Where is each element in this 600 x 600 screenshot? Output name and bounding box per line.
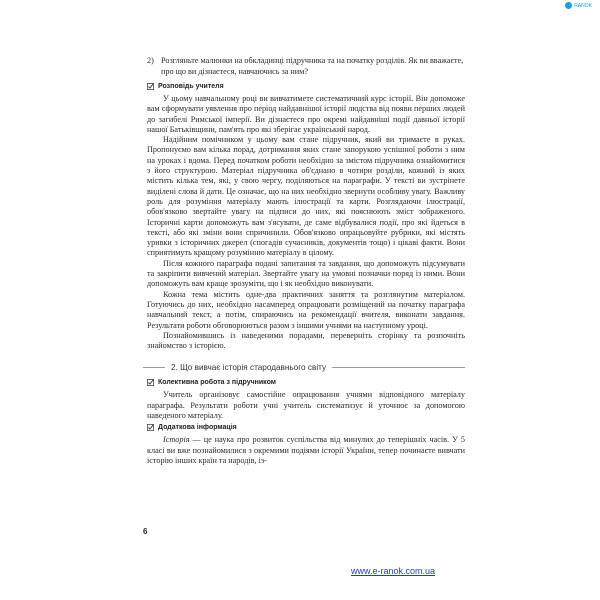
section-heading-collective-work <box>147 379 465 386</box>
divider-line <box>143 367 165 368</box>
checkbox-icon <box>147 83 154 90</box>
paragraph: Познайомившись із наведеними порадами, переверніть сторінку та розпочніть знайомство з історією. <box>147 330 465 351</box>
lesson-divider <box>143 361 465 373</box>
paragraph: Після кожного параграфа подані запитання та завдання, що допоможуть підсумувати та закріпити вивчений матеріал. Звертайте увагу на умовні позначки поряд із ними. Вони допоможуть вам краще зрозуміти, що і як необхідно виконувати. <box>147 258 465 289</box>
lesson-title: 2. Що вивчає історія стародавнього світу <box>171 362 327 372</box>
paragraph <box>147 435 465 466</box>
paragraph: Кожна тема містить одне-два практичних заняття та розглянутим матеріалом. Готуючись до них, необхідно насамперед опрацювати розміщений на початку параграфа навчальний текст, а потім, спираючись на рекомендації вчителя, виконати завдання. Результати роботи обговорюються разом з іншими учнями на наступному уроці. <box>147 289 465 330</box>
section-heading-additional-info <box>147 424 465 431</box>
question-text: Розгляньте малюнки на обкладинці підручника та на початку розділів. Як ви вважаєте, про що ви дізнаєтеся, навчаючись за ним? <box>161 56 464 76</box>
paragraph: У цьому навчальному році ви вивчатимете систематичний курс історії. Він допоможе вам сформувати уявлення про період найдавнішої історії людства від появи перших людей до загибелі Римської імперії. Ви дізнаєтеся про окремі найдавніші події давньої історії нашої Батьківщини, пам'ять про які зберігає український народ. <box>147 94 465 134</box>
paragraph: Надійним помічником у цьому вам стане підручник, який ви тримаєте в руках. Пропонуємо вам кілька порад, дотримання яких стане запорукою успішної роботи з ним на уроках і вдома. Перед початком роботи необхідно за змістом підручника ознайомитися з його структурою. Матеріал підручника об'єднано в чотири розділи, кожний із яких містить кілька тем, які, у свою чергу, поділяються на параграфи. У тексті ви зустрінете виділені слова й дати. Це означає, що на них необхідно звернути особливу увагу. Важливу роль для розуміння матеріалу мають ілюстрації та карти. Розглядаючи ілюстрації, обов'язково звертайте увагу на підписи до них, які пояснюють зміст зображеного. Історичні карти допоможуть вам з'ясувати, де саме відбувалися події, про які йдеться в тексті, або які зміни вони спричинили. Обов'язково опрацьовуйте рубрики, які містять уривки з історичних джерел (спогадів сучасників, документів тощо) і цікаві факти. Вони сприятимуть кращому розумінню матеріалу в цілому. <box>147 135 465 258</box>
term-history: Історія <box>163 435 190 445</box>
section-heading-label: Колективна робота з підручником <box>158 379 276 387</box>
section-heading-label: Додаткова інформація <box>158 424 237 432</box>
publisher-site-link[interactable]: www.e-ranok.com.ua <box>351 566 436 576</box>
logo-text: RANOK <box>574 2 592 9</box>
question-number: 2) <box>147 56 154 65</box>
checkbox-icon <box>147 379 154 386</box>
logo-mark-icon <box>565 2 572 9</box>
divider-line <box>332 367 465 368</box>
document-page <box>147 56 465 466</box>
checkbox-icon <box>147 424 154 431</box>
publisher-logo <box>565 2 592 9</box>
page-number: 6 <box>143 527 148 536</box>
section-heading-label: Розповідь учителя <box>158 83 224 90</box>
section-heading-teacher-story <box>147 83 465 90</box>
question-item <box>147 56 465 77</box>
paragraph-text: — це наука про розвиток суспільства від минулих до теперішніх часів. У 5 класі ви вже познайомилися з окремими подіями історії України, тепер починаєте вивчати історію інших країн та народів, із- <box>147 435 465 465</box>
paragraph: Учитель організовує самостійне опрацювання учнями відповідного матеріалу параграфа. Результати роботи учні учитель систематизує й уточнює за допомогою наведеного матеріалу. <box>147 390 465 421</box>
